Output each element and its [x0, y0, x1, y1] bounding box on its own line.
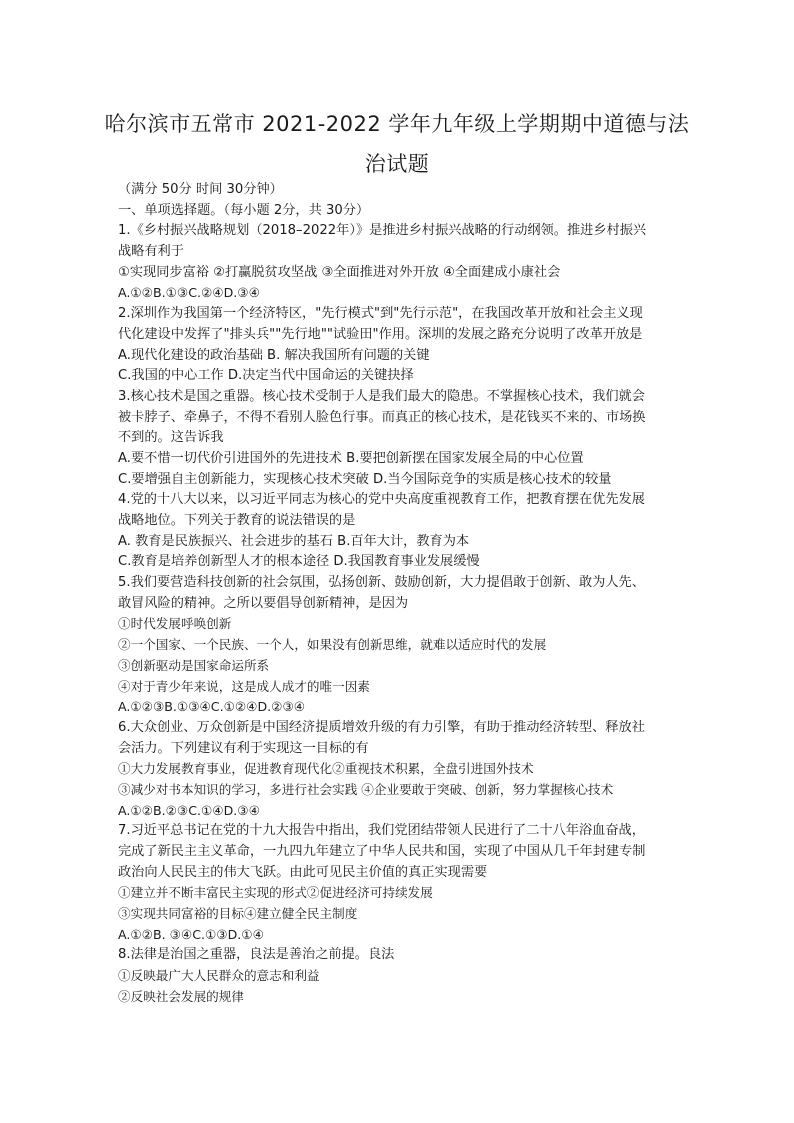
question-5-options: A.①②③B.①③④C.①②④D.②③④ — [118, 699, 306, 715]
question-1-statements: ①实现同步富裕 ②打赢脱贫攻坚战 ③全面推进对外开放 ④全面建成小康社会 — [118, 264, 561, 280]
question-2-options-cd: C.我国的中心工作 D.决定当代中国命运的关键抉择 — [118, 368, 414, 384]
question-4-stem: 4.党的十八大以来，以习近平同志为核心的党中央高度重视教育工作，把教育摆在优先发展 — [118, 492, 645, 508]
exam-content — [118, 180, 678, 1008]
question-6-stem-cont: 会活力。下列建议有利于实现这一目标的有 — [118, 740, 369, 756]
question-8-stem: 8.法律是治国之重器，良法是善治之前提。良法 — [118, 947, 395, 963]
question-5-statement-1: ①时代发展呼唤创新 — [118, 616, 232, 632]
question-7-options: A.①②B. ③④C.①③D.①④ — [118, 926, 264, 942]
question-2-stem-cont: 代化建设中发挥了"排头兵""先行地""试验田"作用。深圳的发展之路充分说明了改革开放是 — [118, 326, 643, 342]
question-6-options: A.①②B.②③C.①④D.③④ — [118, 802, 260, 818]
question-2-options-ab: A.现代化建设的政治基础 B. 解决我国所有问题的关键 — [118, 347, 430, 363]
question-4-stem-cont: 战略地位。下列关于教育的说法错误的是 — [118, 513, 356, 528]
question-4-options-ab: A. 教育是民族振兴、社会进步的基石 B.百年大计，教育为本 — [118, 533, 470, 549]
question-3-options-ab: A.要不惜一切代价引进国外的先进技术 B.要把创新摆在国家发展全局的中心位置 — [118, 450, 584, 466]
question-6-stem: 6.大众创业、万众创新是中国经济提质增效升级的有力引擎，有助于推动经济转型、释放社 — [118, 719, 645, 735]
question-5-statement-2: ②一个国家、一个民族、一个人，如果没有创新思维，就难以适应时代的发展 — [118, 637, 547, 653]
question-1-options: A.①②B.①③C.②④D.③④ — [118, 285, 260, 301]
question-7-statements-34: ③实现共同富裕的目标④建立健全民主制度 — [118, 906, 358, 922]
exam-meta: （满分 50分 时间 30分钟） — [118, 182, 283, 197]
question-7-stem-end: 政治向人民民主的伟大飞跃。由此可见民主价值的真正实现需要 — [118, 864, 488, 880]
question-8-statement-2: ②反映社会发展的规律 — [118, 988, 244, 1004]
question-6-statements-12: ①大力发展教育事业，促进教育现代化②重视技术积累，全盘引进国外技术 — [118, 761, 534, 777]
question-1-stem: 1.《乡村振兴战略规划（2018–2022年）》是推进乡村振兴战略的行动纲领。推进乡村振兴 — [118, 223, 647, 239]
question-5-statement-4: ④对于青少年来说，这是成人成才的唯一因素 — [118, 678, 370, 694]
question-4-options-cd: C.教育是培养创新型人才的根本途径 D.我国教育事业发展缓慢 — [118, 554, 480, 570]
exam-title-line2: 治试题 — [364, 152, 430, 176]
question-3-stem: 3.核心技术是国之重器。核心技术受制于人是我们最大的隐患。不掌握核心技术，我们就会 — [118, 388, 645, 404]
question-2-stem: 2.深圳作为我国第一个经济特区，"先行模式"到"先行示范"，在我国改革开放和社会主义现 — [118, 306, 643, 322]
question-6-statements-34: ③减少对书本知识的学习，多进行社会实践 ④企业要敢于突破、创新，努力掌握核心技术 — [118, 781, 614, 797]
question-3-stem-cont: 被卡脖子、牵鼻子，不得不看别人脸色行事。而真正的核心技术，是花钱买不来的、市场换 — [118, 409, 646, 425]
question-7-stem-cont: 完成了新民主主义革命，一九四九年建立了中华人民共和国，实现了中国从几千年封建专制 — [118, 844, 646, 859]
section-heading: 一、单项选择题。（每小题 2分，共 30分） — [118, 202, 370, 218]
question-1-stem-cont: 战略有利于 — [118, 244, 184, 260]
question-5-stem: 5.我们要营造科技创新的社会氛围，弘扬创新、鼓励创新，大力提倡敢于创新、敢为人先、 — [118, 575, 645, 591]
exam-title-line1: 哈尔滨市五常市 2021-2022 学年九年级上学期期中道德与法 — [104, 112, 690, 136]
question-8-statement-1: ①反映最广大人民群众的意志和利益 — [118, 968, 320, 984]
question-3-options-cd: C.要增强自主创新能力，实现核心技术突破 D.当今国际竞争的实质是核心技术的较量 — [118, 471, 612, 487]
question-7-stem: 7.习近平总书记在党的十九大报告中指出，我们党团结带领人民进行了二十八年浴血奋战， — [118, 823, 645, 839]
question-7-statements-12: ①建立并不断丰富民主实现的形式②促进经济可持续发展 — [118, 885, 433, 901]
question-5-stem-cont: 敢冒风险的精神。之所以要倡导创新精神，是因为 — [118, 595, 409, 611]
question-3-stem-end: 不到的。这告诉我 — [118, 430, 224, 446]
question-5-statement-3: ③创新驱动是国家命运所系 — [118, 657, 270, 673]
